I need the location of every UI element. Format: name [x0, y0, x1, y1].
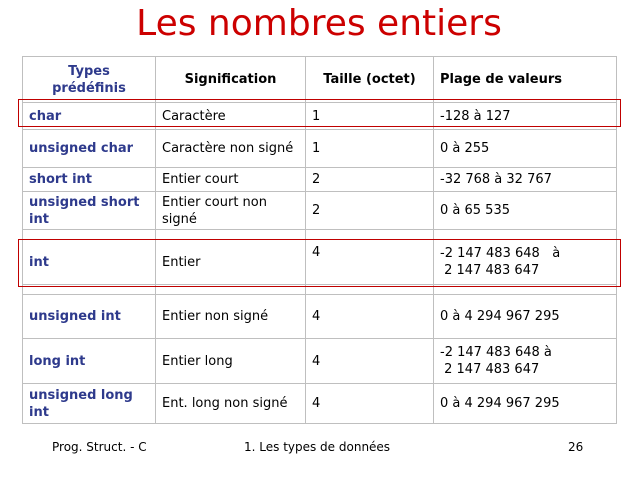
- table-row: [23, 384, 617, 424]
- spacer-row: [23, 230, 617, 240]
- cell-type: short int: [23, 168, 156, 192]
- table-row: [23, 339, 617, 384]
- footer-section: 1. Les types de données: [244, 440, 391, 454]
- spacer-row: [23, 285, 617, 295]
- cell-taille: 4: [306, 339, 434, 384]
- cell-type: char: [23, 103, 156, 130]
- cell-plage: 0 à 65 535: [434, 192, 617, 230]
- cell-plage: 0 à 4 294 967 295: [434, 295, 617, 339]
- table-row: [23, 240, 617, 285]
- header-plage: Plage de valeurs: [434, 57, 617, 103]
- table-row: [23, 103, 617, 130]
- cell-type: unsigned long int: [23, 384, 156, 424]
- cell-signification: Entier long: [156, 339, 306, 384]
- footer-page-number: 26: [568, 440, 584, 454]
- cell-plage: -2 147 483 648 à 2 147 483 647: [434, 240, 617, 285]
- cell-plage: 0 à 4 294 967 295: [434, 384, 617, 424]
- table-row: [23, 168, 617, 192]
- cell-plage: -2 147 483 648 à 2 147 483 647: [434, 339, 617, 384]
- table-row: [23, 295, 617, 339]
- header-types: Types prédéfinis: [23, 57, 156, 103]
- table-row: [23, 130, 617, 168]
- cell-taille: 1: [306, 130, 434, 168]
- cell-signification: Entier court non signé: [156, 192, 306, 230]
- integer-types-table-container: [22, 56, 616, 424]
- cell-taille: 1: [306, 103, 434, 130]
- spacer-cell: [306, 285, 434, 295]
- cell-signification: Caractère: [156, 103, 306, 130]
- cell-type: int: [23, 240, 156, 285]
- spacer-cell: [156, 230, 306, 240]
- header-taille: Taille (octet): [306, 57, 434, 103]
- cell-signification: Entier court: [156, 168, 306, 192]
- cell-type: unsigned int: [23, 295, 156, 339]
- spacer-cell: [23, 285, 156, 295]
- slide-title: Les nombres entiers: [136, 3, 502, 44]
- cell-taille: 2: [306, 192, 434, 230]
- footer-course: Prog. Struct. - C: [52, 440, 147, 454]
- cell-signification: Caractère non signé: [156, 130, 306, 168]
- spacer-cell: [434, 230, 617, 240]
- cell-plage: -32 768 à 32 767: [434, 168, 617, 192]
- cell-type: unsigned short int: [23, 192, 156, 230]
- cell-taille: 2: [306, 168, 434, 192]
- integer-types-table: [22, 56, 617, 424]
- cell-taille: 4: [306, 240, 434, 285]
- spacer-cell: [434, 285, 617, 295]
- cell-taille: 4: [306, 384, 434, 424]
- header-signification: Signification: [156, 57, 306, 103]
- cell-type: unsigned char: [23, 130, 156, 168]
- spacer-cell: [23, 230, 156, 240]
- table-header-row: [23, 57, 617, 103]
- cell-type: long int: [23, 339, 156, 384]
- cell-signification: Ent. long non signé: [156, 384, 306, 424]
- cell-taille: 4: [306, 295, 434, 339]
- spacer-cell: [156, 285, 306, 295]
- cell-plage: -128 à 127: [434, 103, 617, 130]
- cell-signification: Entier: [156, 240, 306, 285]
- cell-plage: 0 à 255: [434, 130, 617, 168]
- cell-signification: Entier non signé: [156, 295, 306, 339]
- table-row: [23, 192, 617, 230]
- spacer-cell: [306, 230, 434, 240]
